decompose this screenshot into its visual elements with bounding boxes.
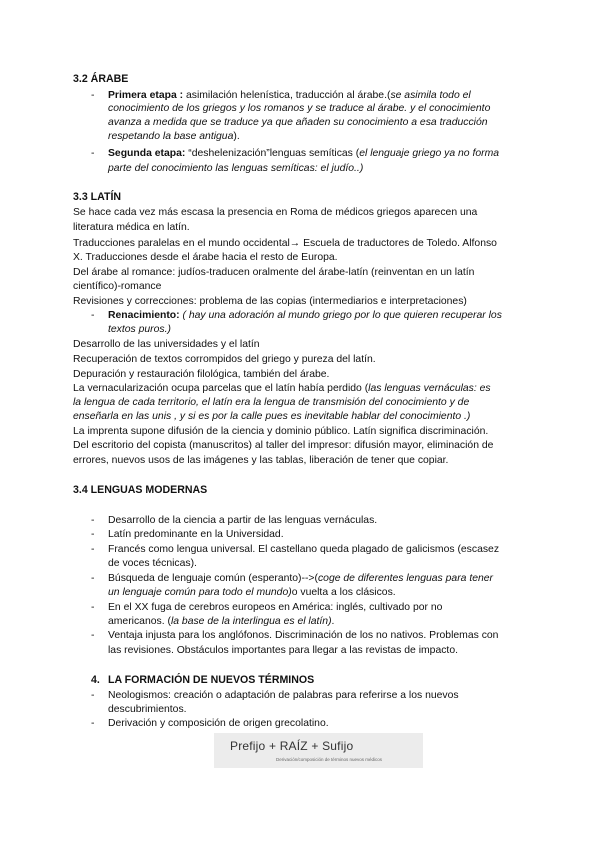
primera-etapa-line3: avanza a medida que se traduce ya que añaden su conocimiento a esa traducción <box>108 117 488 128</box>
paragraph: errores, nuevos usos de las imágenes y las tablas, liberación de tener que copiar. <box>73 455 449 466</box>
section-heading-arabe: 3.2 ÁRABE <box>73 73 129 85</box>
segunda-etapa-line2: parte del conocimiento las lenguas semíticas: el judío..) <box>108 163 364 174</box>
bullet-dash: - <box>91 573 95 584</box>
paragraph: Depuración y restauración filológica, también del árabe. <box>73 369 330 380</box>
figure-title: Prefijo + RAÍZ + Sufijo <box>230 739 354 753</box>
bullet-dash: - <box>91 630 95 641</box>
figure-caption: Derivación/composición de términos nuevos médicos <box>276 757 383 762</box>
bullet-dash: - <box>91 690 95 701</box>
list-item-cont: de voces técnicas). <box>108 558 197 569</box>
list-item-cont: americanos. (la base de la interlingua es el latín). <box>108 616 335 627</box>
paragraph: Traducciones paralelas en el mundo occidental→ Escuela de traductores de Toledo. Alfonso <box>73 238 497 249</box>
bullet-dash: - <box>91 310 95 321</box>
bullet-dash: - <box>91 515 95 526</box>
list-item: Ventaja injusta para los anglófonos. Discriminación de los no nativos. Problemas con <box>108 630 499 641</box>
list-item: Desarrollo de la ciencia a partir de las lenguas vernáculas. <box>108 515 378 526</box>
bullet-dash: - <box>91 544 95 555</box>
primera-etapa-line2: conocimiento de los griegos y los romanos y se traduce al árabe. y el conocimiento <box>108 103 491 114</box>
primera-etapa-line4: respetando la base antigua). <box>108 131 240 142</box>
bullet-dash: - <box>91 602 95 613</box>
paragraph: Del escritorio del copista (manuscritos) al taller del impresor: difusión mayor, eliminación de <box>73 440 494 451</box>
section-heading-lenguas-modernas: 3.4 LENGUAS MODERNAS <box>73 484 208 496</box>
paragraph: la lengua de cada territorio, el latín era la lengua de transmisión del conocimiento y de <box>73 397 470 408</box>
list-item-cont: las revisiones. Obstáculos importantes para llegar a las revistas de impacto. <box>108 645 458 656</box>
list-item: Neologismos: creación o adaptación de palabras para referirse a los nuevos <box>108 690 459 701</box>
bullet-dash: - <box>91 90 95 101</box>
paragraph: X. Traducciones desde el árabe hacia el resto de Europa. <box>73 252 338 263</box>
list-item: Búsqueda de lenguaje común (esperanto)-->(coge de diferentes lenguas para tener <box>108 573 494 584</box>
bullet-dash: - <box>91 148 95 159</box>
list-item: Derivación y composición de origen grecolatino. <box>108 718 329 729</box>
section-heading-nuevos-terminos: LA FORMACIÓN DE NUEVOS TÉRMINOS <box>108 674 315 686</box>
paragraph: La vernacularización ocupa parcelas que el latín había perdido (las lenguas vernáculas: es <box>73 383 491 394</box>
paragraph: Se hace cada vez más escasa la presencia en Roma de médicos griegos aparecen una <box>73 207 478 218</box>
paragraph: Del árabe al romance: judíos-traducen oralmente del árabe-latín (reinventan en un latín <box>73 267 475 278</box>
segunda-etapa-line1: Segunda etapa: “deshelenización”lenguas semíticas (el lenguaje griego ya no forma <box>108 148 500 159</box>
list-item: Latín predominante en la Universidad. <box>108 529 284 540</box>
bullet-dash: - <box>91 718 95 729</box>
paragraph: enseñarla en las unis , y si es por la calle pues es inevitable hablar del conocimiento .) <box>73 411 471 422</box>
renacimiento-line2: textos puros.) <box>108 324 171 335</box>
list-item-cont: descubrimientos. <box>108 704 187 715</box>
list-item: Francés como lengua universal. El castellano queda plagado de galicismos (escasez <box>108 544 500 555</box>
paragraph: Revisiones y correcciones: problema de las copias (intermediarios e interpretaciones) <box>73 296 467 307</box>
section-heading-latin: 3.3 LATÍN <box>73 191 122 203</box>
section-number: 4. <box>91 674 100 686</box>
bullet-dash: - <box>91 529 95 540</box>
figure-prefijo-raiz-sufijo <box>214 733 423 768</box>
paragraph: Recuperación de textos corrompidos del griego y pureza del latín. <box>73 354 376 365</box>
primera-etapa-line1: Primera etapa : asimilación helenística, traducción al árabe.(se asimila todo el <box>108 90 471 101</box>
paragraph: científico)-romance <box>73 281 162 292</box>
paragraph: La imprenta supone difusión de la ciencia y dominio público. Latín significa discriminación. <box>73 426 489 437</box>
list-item: En el XX fuga de cerebros europeos en América: inglés, cultivado por no <box>108 602 443 613</box>
paragraph: literatura médica en latín. <box>73 222 190 233</box>
renacimiento-line1: Renacimiento: ( hay una adoración al mundo griego por lo que quieren recuperar los <box>108 310 502 321</box>
list-item-cont: un lenguaje común para todo el mundo)o vuelta a los clásicos. <box>108 587 396 598</box>
paragraph: Desarrollo de las universidades y el latín <box>73 339 260 350</box>
